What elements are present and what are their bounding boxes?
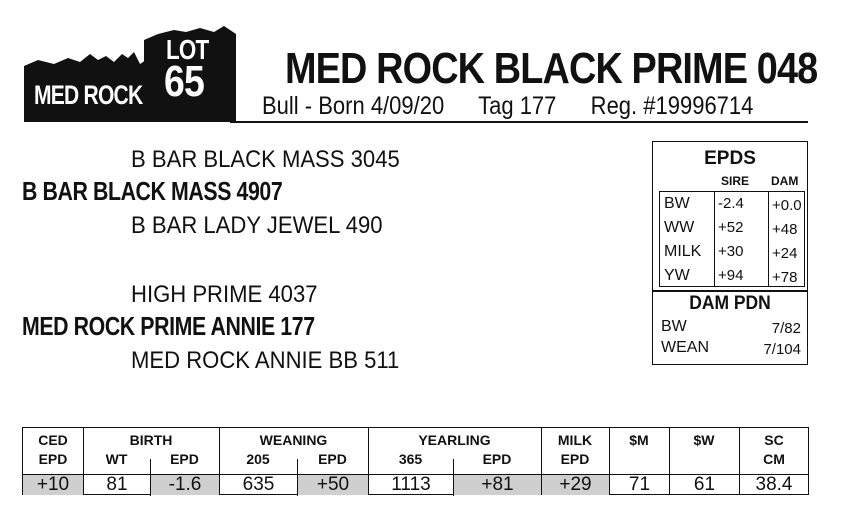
lot-label: LOT — [166, 34, 209, 65]
epd-dam-value: +48 — [772, 221, 798, 238]
value-yearling-epd: +81 — [454, 475, 541, 495]
header-birth-wt: WT — [105, 451, 128, 467]
sex-birthdate: Bull - Born 4/09/20 — [262, 92, 445, 120]
epds-grid — [659, 191, 805, 287]
registration-number: Reg. #19996714 — [590, 92, 754, 120]
epd-label: BW — [664, 195, 690, 212]
header-sc-sub: CM — [763, 451, 785, 467]
value-sm: 71 — [628, 474, 651, 495]
epd-row — [660, 264, 804, 288]
pdn-row — [661, 339, 801, 357]
pedigree-dam: MED ROCK PRIME ANNIE 177 — [22, 311, 315, 341]
epds-sire-header: SIRE — [721, 174, 750, 188]
tag-number: Tag 177 — [478, 92, 557, 120]
header-milk: MILK — [557, 432, 593, 448]
pedigree-sire: B BAR BLACK MASS 4907 — [22, 176, 283, 206]
header-divider — [230, 121, 808, 123]
epd-row — [660, 216, 804, 240]
header-weaning: WEANING — [259, 432, 328, 448]
pdn-value: 7/104 — [763, 341, 801, 358]
header-yearling-365: 365 — [398, 451, 423, 467]
epd-sire-value: +52 — [718, 219, 744, 236]
header-yearling-epd: EPD — [482, 451, 512, 467]
pdn-row — [661, 318, 801, 336]
header-ced: CED — [38, 432, 68, 448]
header-milk-sub: EPD — [560, 451, 590, 467]
animal-name: MED ROCK BLACK PRIME 048 — [285, 44, 818, 93]
epd-row — [660, 192, 804, 216]
header-yearling: YEARLING — [418, 432, 491, 448]
pedigree-sire-sire: B BAR BLACK MASS 3045 — [131, 146, 400, 173]
lot-number: 65 — [164, 57, 204, 106]
value-sw: 61 — [693, 474, 716, 495]
dam-pdn-title: DAM PDN — [689, 293, 771, 314]
animal-subline — [262, 92, 782, 120]
value-milk: +29 — [542, 475, 609, 495]
header-weaning-205: 205 — [246, 451, 270, 467]
epd-row — [660, 240, 804, 264]
value-sc: 38.4 — [755, 474, 793, 495]
epd-dam-value: +0.0 — [772, 197, 802, 214]
header-birth: BIRTH — [129, 432, 173, 448]
header-sm: $M — [629, 432, 649, 448]
pedigree-dam-sire: HIGH PRIME 4037 — [131, 281, 318, 308]
performance-table — [22, 427, 809, 495]
pdn-label: BW — [661, 318, 687, 335]
lot-logo — [24, 24, 236, 122]
value-weaning-205: 635 — [242, 474, 275, 495]
pdn-value: 7/82 — [771, 320, 801, 337]
value-weaning-epd: +50 — [298, 475, 368, 495]
epd-dam-value: +24 — [772, 245, 798, 262]
header-sc: SC — [764, 432, 784, 448]
value-yearling-365: 1113 — [391, 474, 431, 495]
epd-sire-value: +94 — [718, 267, 744, 284]
pedigree-dam-dam: MED ROCK ANNIE BB 511 — [131, 347, 400, 374]
brand-name: MED ROCK — [34, 80, 143, 110]
epd-sire-value: -2.4 — [718, 195, 744, 212]
value-birth-wt: 81 — [106, 474, 128, 495]
value-ced: +10 — [23, 475, 83, 495]
header-ced-sub: EPD — [38, 451, 68, 467]
epd-label: MILK — [664, 243, 702, 260]
header-weaning-epd: EPD — [318, 451, 347, 467]
epd-dam-value: +78 — [772, 269, 798, 286]
pdn-label: WEAN — [661, 339, 709, 356]
epds-dam-header: DAM — [771, 174, 799, 188]
epd-label: WW — [664, 219, 695, 236]
value-birth-epd: -1.6 — [151, 475, 219, 495]
epds-divider — [653, 290, 807, 292]
header-birth-epd: EPD — [170, 451, 199, 467]
epds-title: EPDS — [704, 148, 756, 169]
header-sw: $W — [693, 432, 715, 448]
epds-panel — [652, 141, 808, 365]
epd-sire-value: +30 — [718, 243, 744, 260]
epd-label: YW — [664, 267, 690, 284]
pedigree-sire-dam: B BAR LADY JEWEL 490 — [131, 212, 383, 239]
